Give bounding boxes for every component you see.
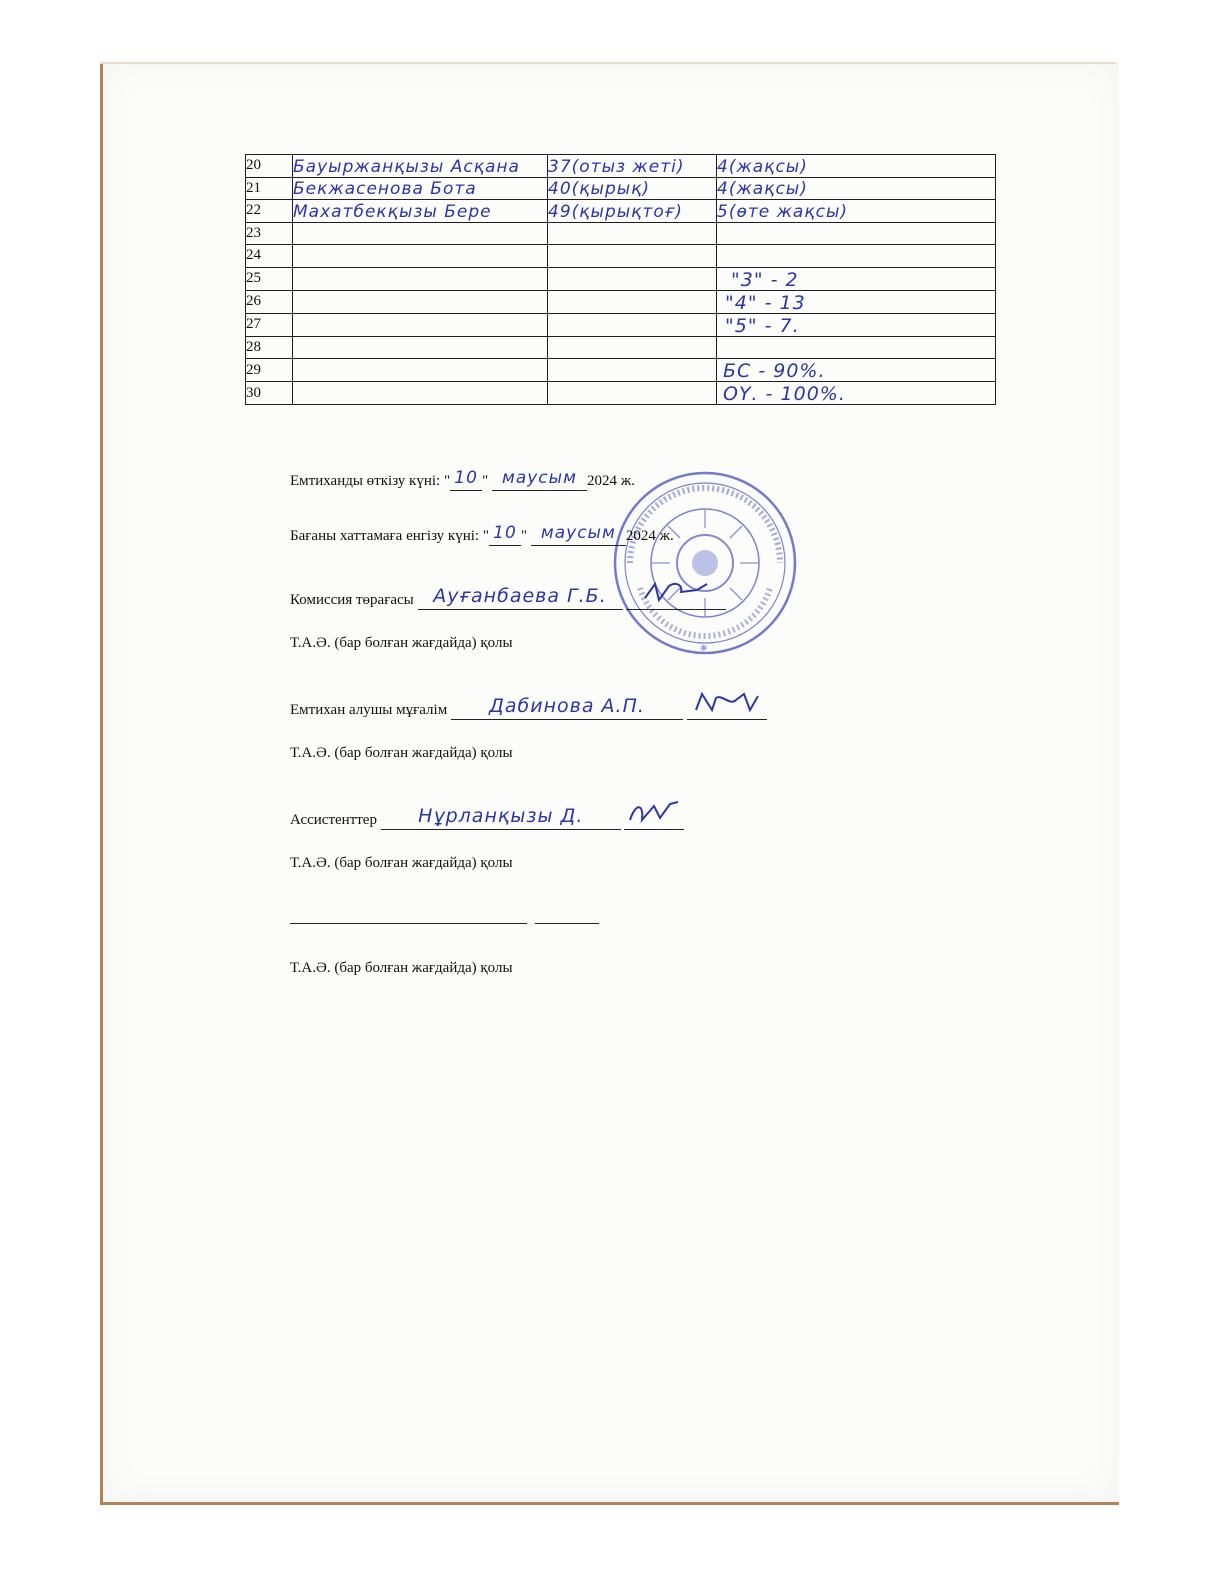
student-name: [293, 382, 548, 405]
student-score: [548, 267, 717, 290]
student-score: [548, 359, 717, 382]
student-score: 40(қырық): [548, 177, 717, 200]
student-name: [293, 336, 548, 359]
exam-date-line: Емтиханды өткізу күні: " 10 " маусым 2024 ж.: [290, 468, 635, 489]
row-number: 30: [246, 382, 293, 405]
row-number: 21: [246, 177, 293, 200]
teacher-name-field: Дабинова А.П.: [451, 697, 683, 720]
caption-1: Т.А.Ә. (бар болған жағдайда) қолы: [290, 635, 513, 651]
table-row: [246, 155, 996, 178]
student-grade: [717, 245, 996, 268]
table-row: [246, 336, 996, 359]
grade-day-field: 10: [489, 525, 521, 546]
grades-table: [245, 154, 996, 405]
table-row: [246, 382, 996, 405]
row-number: 24: [246, 245, 293, 268]
row-number: 22: [246, 200, 293, 223]
table-row: [246, 245, 996, 268]
student-name: [293, 267, 548, 290]
row-number: 26: [246, 290, 293, 313]
table-row: [246, 267, 996, 290]
teacher-signature: [687, 690, 767, 720]
student-grade: "3" - 2: [717, 267, 996, 290]
table-row: [246, 177, 996, 200]
assistants-line: [290, 800, 684, 830]
student-name: [293, 359, 548, 382]
student-name: [293, 290, 548, 313]
student-score: [548, 222, 717, 245]
row-number: 23: [246, 222, 293, 245]
assistants-name-field: Нұрланқызы Д.: [381, 807, 621, 830]
student-grade: БС - 90%.: [717, 359, 996, 382]
student-score: [548, 245, 717, 268]
teacher-label: Емтихан алушы мұғалім: [290, 702, 448, 718]
student-name: Махатбекқызы Бере: [293, 200, 548, 223]
student-name: [293, 313, 548, 336]
table-row: [246, 290, 996, 313]
exam-year: 2024 ж.: [586, 473, 635, 489]
row-number: 29: [246, 359, 293, 382]
student-name: [293, 222, 548, 245]
paper-edge: [100, 62, 1116, 64]
caption-3: Т.А.Ә. (бар болған жағдайда) қолы: [290, 855, 513, 871]
svg-text:✱: ✱: [700, 644, 708, 654]
student-grade: "5" - 7.: [717, 313, 996, 336]
table-row: [246, 313, 996, 336]
signature-icon: [641, 580, 711, 604]
student-grade: ОҮ. - 100%.: [717, 382, 996, 405]
student-score: 37(отыз жеті): [548, 155, 717, 178]
student-score: [548, 336, 717, 359]
student-grade: [717, 336, 996, 359]
student-score: [548, 382, 717, 405]
student-name: Бекжасенова Бота: [293, 177, 548, 200]
signature-icon: [692, 690, 762, 714]
grade-date-line: Бағаны хаттамаға енгізу күні: " 10 " маусым 2024 ж.: [290, 523, 674, 544]
grade-month-field: маусым: [531, 525, 626, 546]
empty-name-field: [290, 905, 527, 924]
student-grade: "4" - 13: [717, 290, 996, 313]
commission-name-field: Ауғанбаева Г.Б.: [418, 587, 623, 610]
student-name: Бауыржанқызы Асқана: [293, 155, 548, 178]
row-number: 25: [246, 267, 293, 290]
table-row: [246, 359, 996, 382]
exam-date-label: Емтиханды өткізу күні: ": [290, 473, 451, 489]
grade-year: 2024 ж.: [625, 528, 674, 544]
commission-label: Комиссия төрағасы: [290, 592, 414, 608]
official-stamp: [610, 468, 800, 658]
row-number: 28: [246, 336, 293, 359]
grade-date-label: Бағаны хаттамаға енгізу күні: ": [290, 528, 489, 544]
assistants-signature: [624, 800, 684, 830]
caption-2: Т.А.Ә. (бар болған жағдайда) қолы: [290, 745, 513, 761]
student-score: 49(қырықтоғ): [548, 200, 717, 223]
caption-4: Т.А.Ә. (бар болған жағдайда) қолы: [290, 960, 513, 976]
assistants-label: Ассистенттер: [290, 812, 377, 828]
commission-signature: [626, 580, 726, 610]
teacher-line: [290, 690, 767, 720]
student-name: [293, 245, 548, 268]
student-grade: 5(өте жақсы): [717, 200, 996, 223]
student-grade: [717, 222, 996, 245]
empty-signature-field: [535, 905, 599, 924]
empty-signature-line: [290, 905, 599, 929]
exam-day-field: 10: [450, 470, 482, 491]
student-grade: 4(жақсы): [717, 177, 996, 200]
student-grade: 4(жақсы): [717, 155, 996, 178]
student-score: [548, 290, 717, 313]
student-score: [548, 313, 717, 336]
row-number: 27: [246, 313, 293, 336]
commission-line: [290, 580, 726, 610]
row-number: 20: [246, 155, 293, 178]
table-row: [246, 200, 996, 223]
table-row: [246, 222, 996, 245]
signature-icon: [626, 800, 682, 824]
exam-month-field: маусым: [492, 470, 587, 491]
